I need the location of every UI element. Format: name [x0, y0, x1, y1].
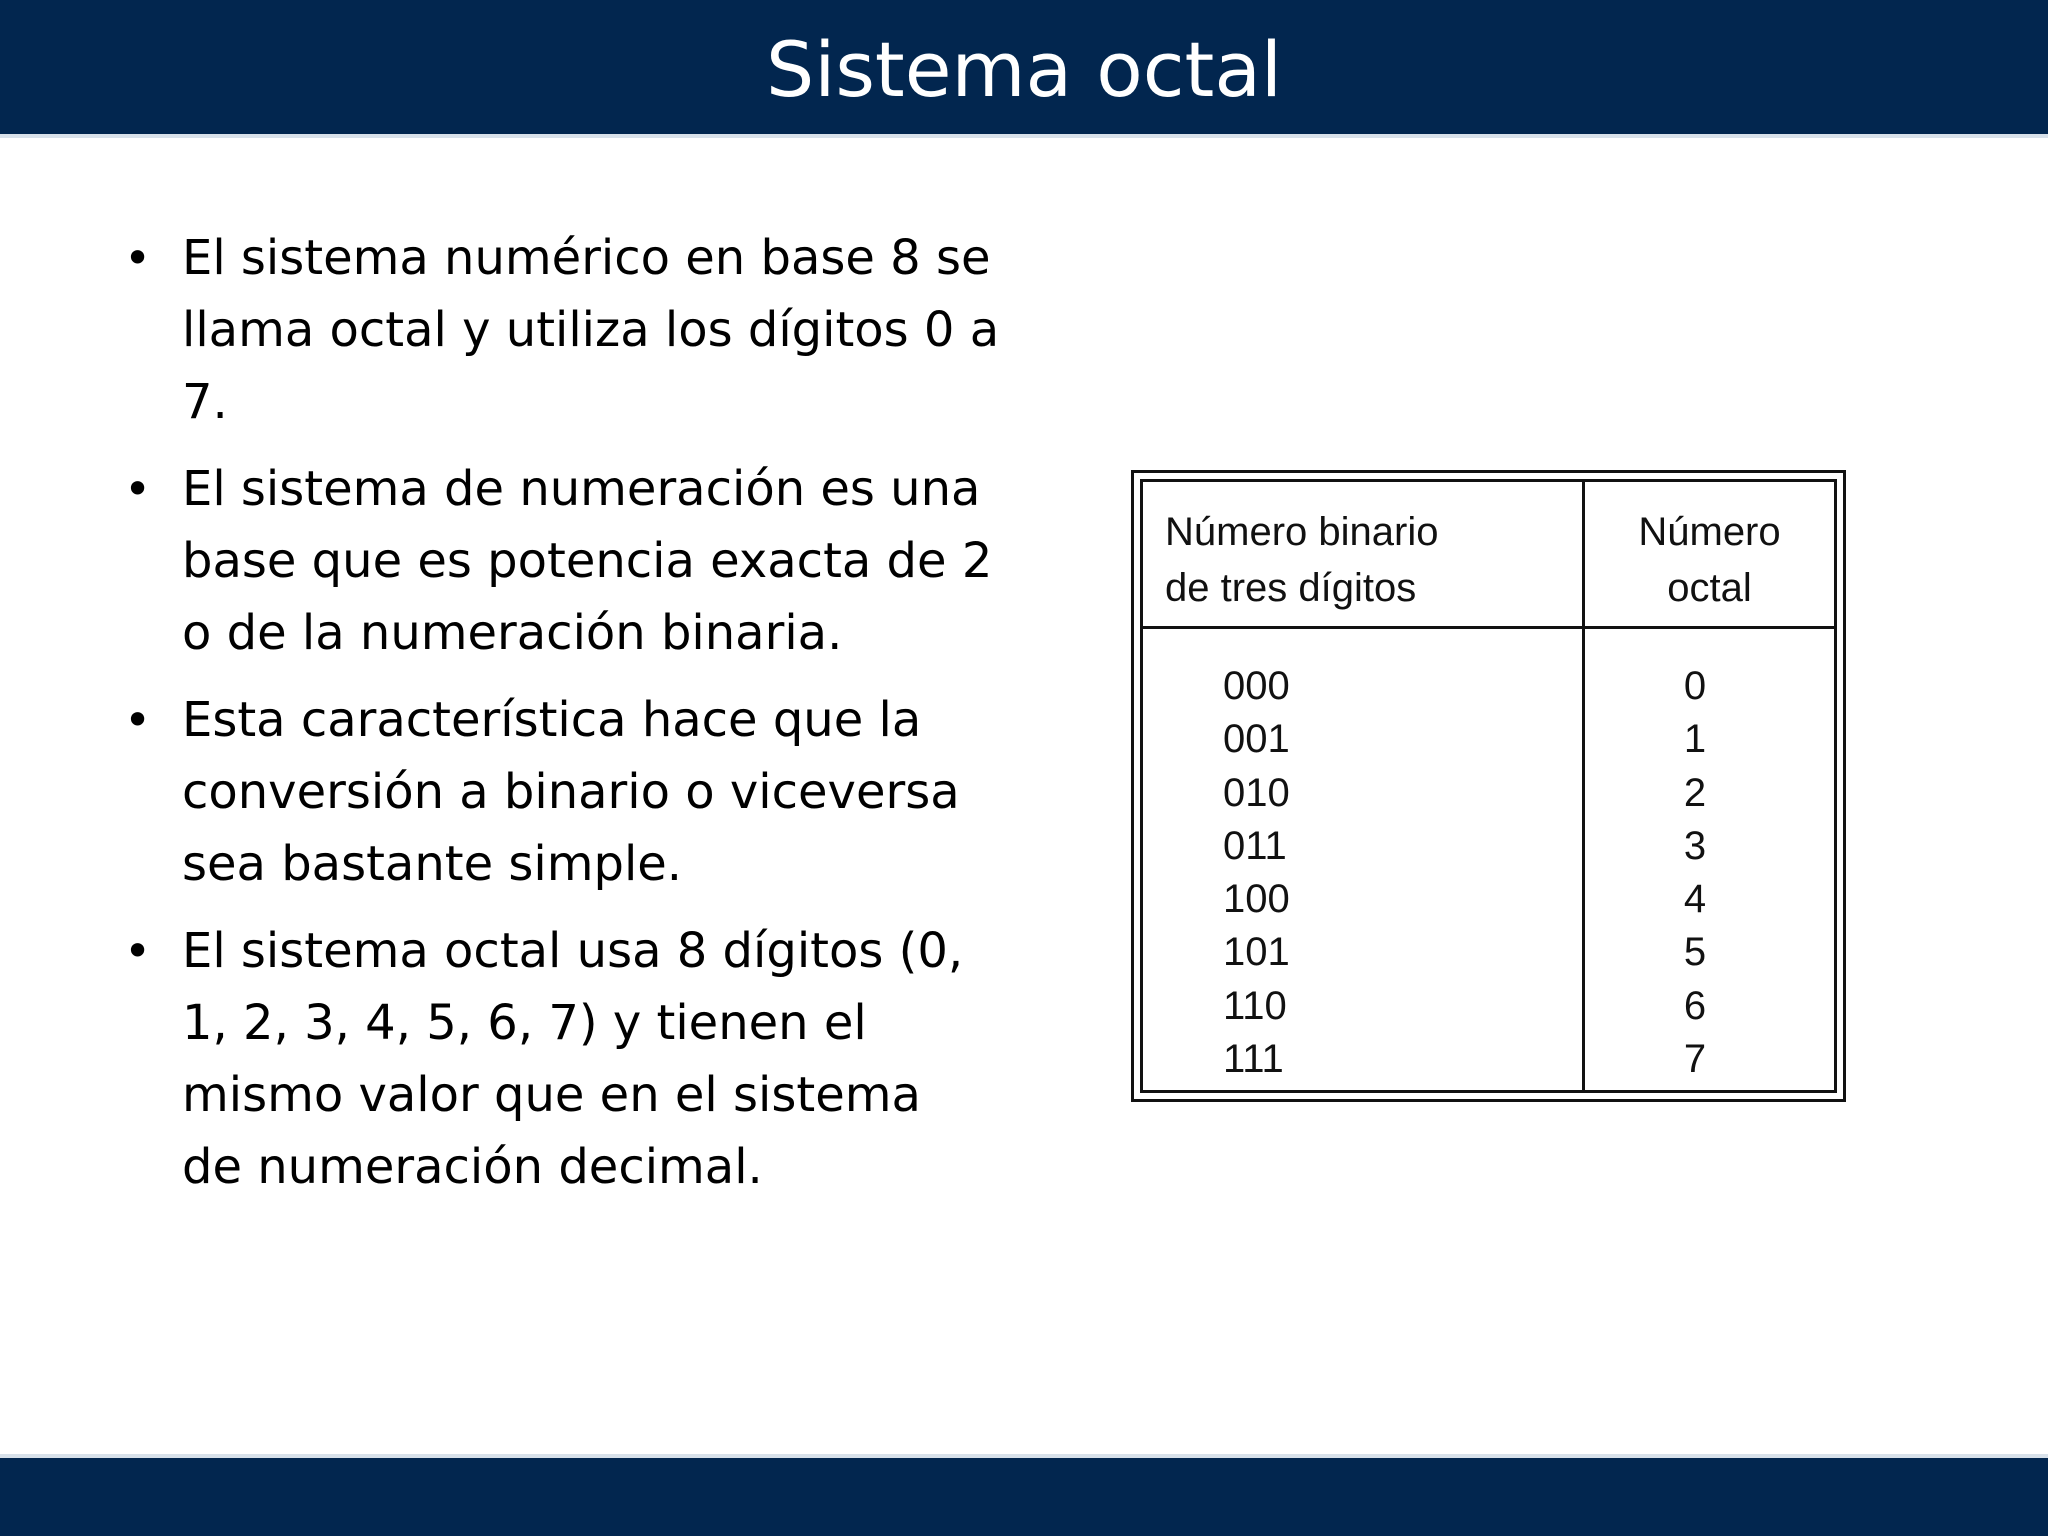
column-header-line: octal — [1667, 566, 1752, 610]
binary-column — [1223, 660, 1290, 1086]
bullet-line: base que es potencia exacta de 2 — [182, 533, 993, 589]
table-header-divider — [1143, 626, 1834, 629]
binary-cell: 011 — [1223, 823, 1287, 868]
header-accent-line — [0, 134, 2048, 138]
octal-column — [1675, 660, 1715, 1086]
column-header-line: de tres dígitos — [1165, 566, 1417, 610]
bullet-line: de numeración decimal. — [182, 1139, 763, 1195]
binary-cell: 100 — [1223, 877, 1290, 922]
binary-cell: 000 — [1223, 664, 1290, 708]
octal-cell: 5 — [1683, 930, 1707, 975]
bullet-text — [182, 684, 1010, 900]
bullet-line: mismo valor que en el sistema — [182, 1067, 921, 1123]
bullet-item — [110, 684, 1010, 900]
bullet-line: Esta característica hace que la — [182, 692, 922, 748]
bullet-list — [110, 222, 1010, 1218]
table-inner-border — [1140, 479, 1837, 1093]
binary-cell: 101 — [1223, 930, 1290, 975]
bullet-item — [110, 453, 1010, 669]
binary-cell: 010 — [1223, 770, 1290, 815]
column-header-binary — [1165, 504, 1438, 616]
bullet-dot-icon: • — [124, 693, 152, 747]
bullet-dot-icon: • — [124, 462, 152, 516]
octal-cell: 3 — [1683, 823, 1707, 868]
slide-title: Sistema octal — [765, 25, 1283, 114]
bullet-dot-icon: • — [124, 231, 152, 285]
bullet-line: 1, 2, 3, 4, 5, 6, 7) y tienen el — [182, 995, 867, 1051]
octal-cell: 2 — [1683, 770, 1707, 815]
bullet-line: o de la numeración binaria. — [182, 605, 843, 661]
bullet-line: El sistema octal usa 8 dígitos (0, — [182, 923, 964, 979]
bullet-line: 7. — [182, 374, 228, 430]
bullet-line: El sistema de numeración es una — [182, 461, 981, 517]
octal-cell: 7 — [1683, 1037, 1707, 1082]
bullet-item — [110, 222, 1010, 438]
footer-bar — [0, 1458, 2048, 1536]
bullet-line: sea bastante simple. — [182, 836, 683, 892]
column-header-line: Número binario — [1165, 510, 1439, 554]
bullet-dot-icon: • — [124, 924, 152, 978]
octal-cell: 0 — [1683, 664, 1707, 708]
bullet-text — [182, 453, 1010, 669]
octal-cell: 1 — [1683, 717, 1707, 762]
column-header-line: Número — [1638, 510, 1781, 554]
octal-cell: 4 — [1683, 877, 1707, 922]
bullet-line: llama octal y utiliza los dígitos 0 a — [182, 302, 1000, 358]
column-header-octal — [1585, 504, 1834, 616]
binary-cell: 001 — [1223, 717, 1290, 762]
binary-octal-table — [1131, 470, 1846, 1102]
bullet-item — [110, 915, 1010, 1203]
bullet-line: conversión a binario o viceversa — [182, 764, 960, 820]
binary-cell: 111 — [1223, 1037, 1284, 1082]
bullet-line: El sistema numérico en base 8 se — [182, 230, 991, 286]
octal-cell: 6 — [1683, 983, 1707, 1028]
binary-cell: 110 — [1223, 983, 1287, 1028]
bullet-text — [182, 222, 1010, 438]
bullet-text — [182, 915, 1010, 1203]
